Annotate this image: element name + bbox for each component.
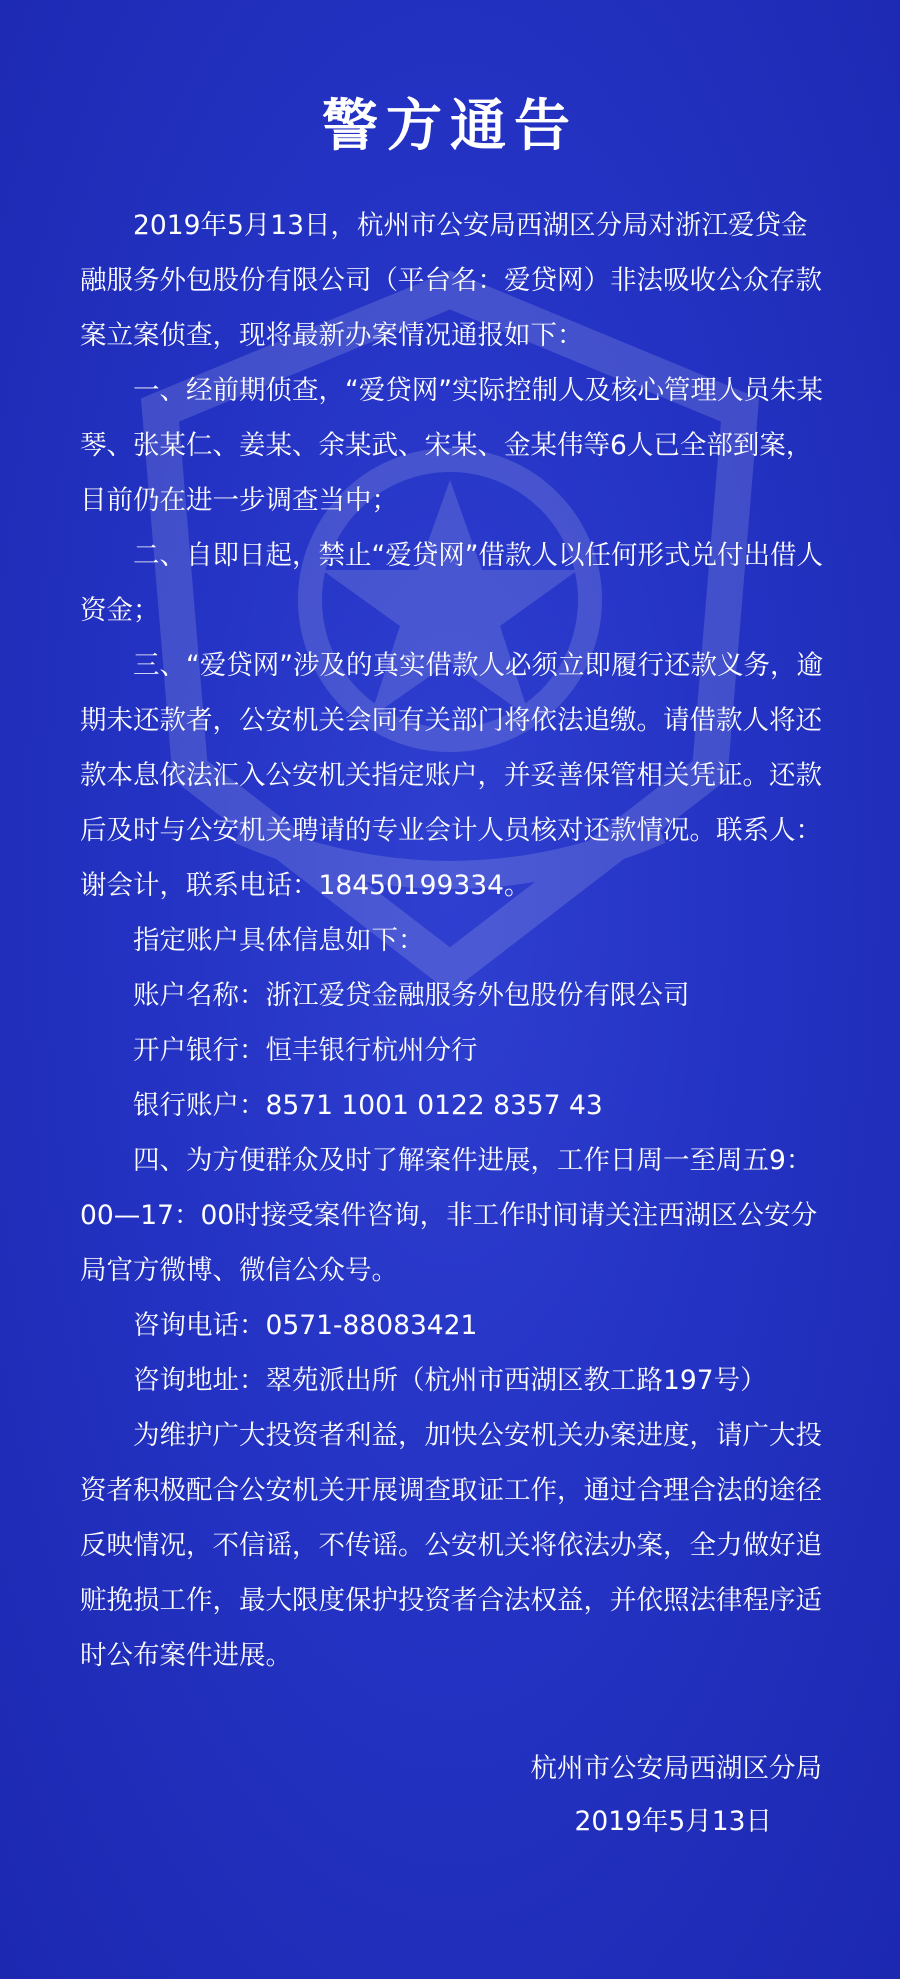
closing-paragraph: 为维护广大投资者利益，加快公安机关办案进度，请广大投资者积极配合公安机关开展调查取证工作，通过合理合法的途径反映情况，不信谣，不传谣。公安机关将依法办案，全力做好追赃挽损工作，最大限度保护投资者合法权益，并依照法律程序适时公布案件进展。 <box>80 1420 822 1671</box>
notice-body <box>80 198 824 1683</box>
account-number: 银行账户：8571 1001 0122 8357 43 <box>133 1090 603 1121</box>
intro-paragraph: 2019年5月13日，杭州市公安局西湖区分局对浙江爱贷金融服务外包股份有限公司（平台名：爱贷网）非法吸收公众存款案立案侦查，现将最新办案情况通报如下： <box>80 210 822 351</box>
notice-title: 警方通告 <box>322 94 578 159</box>
item-two-paragraph: 二、自即日起，禁止“爱贷网”借款人以任何形式兑付出借人资金； <box>80 540 823 626</box>
issuer-name: 杭州市公安局西湖区分局 <box>530 1753 822 1784</box>
item-three-paragraph: 三、“爱贷网”涉及的真实借款人必须立即履行还款义务，逾期未还款者，公安机关会同有关部门将依法追缴。请借款人将还款本息依法汇入公安机关指定账户，并妥善保管相关凭证。还款后及时与公安机关聘请的专业会计人员核对还款情况。联系人：谢会计，联系电话：18450199334。 <box>80 650 823 901</box>
item-four-paragraph: 四、为方便群众及时了解案件进展，工作日周一至周五9：00—17：00时接受案件咨询，非工作时间请关注西湖区公安分局官方微博、微信公众号。 <box>80 1145 818 1286</box>
account-bank: 开户银行：恒丰银行杭州分行 <box>133 1035 478 1066</box>
signature-block <box>531 1742 823 1848</box>
account-info-heading: 指定账户具体信息如下： <box>133 925 425 956</box>
account-name: 账户名称：浙江爱贷金融服务外包股份有限公司 <box>133 980 690 1011</box>
issue-date: 2019年5月13日 <box>574 1806 772 1837</box>
item-one-paragraph: 一、经前期侦查，“爱贷网”实际控制人及核心管理人员朱某琴、张某仁、姜某、余某武、宋某、金某伟等6人已全部到案，目前仍在进一步调查当中； <box>80 375 823 516</box>
consult-phone: 咨询电话：0571-88083421 <box>133 1310 478 1341</box>
consult-address: 咨询地址：翠苑派出所（杭州市西湖区教工路197号） <box>133 1365 767 1396</box>
